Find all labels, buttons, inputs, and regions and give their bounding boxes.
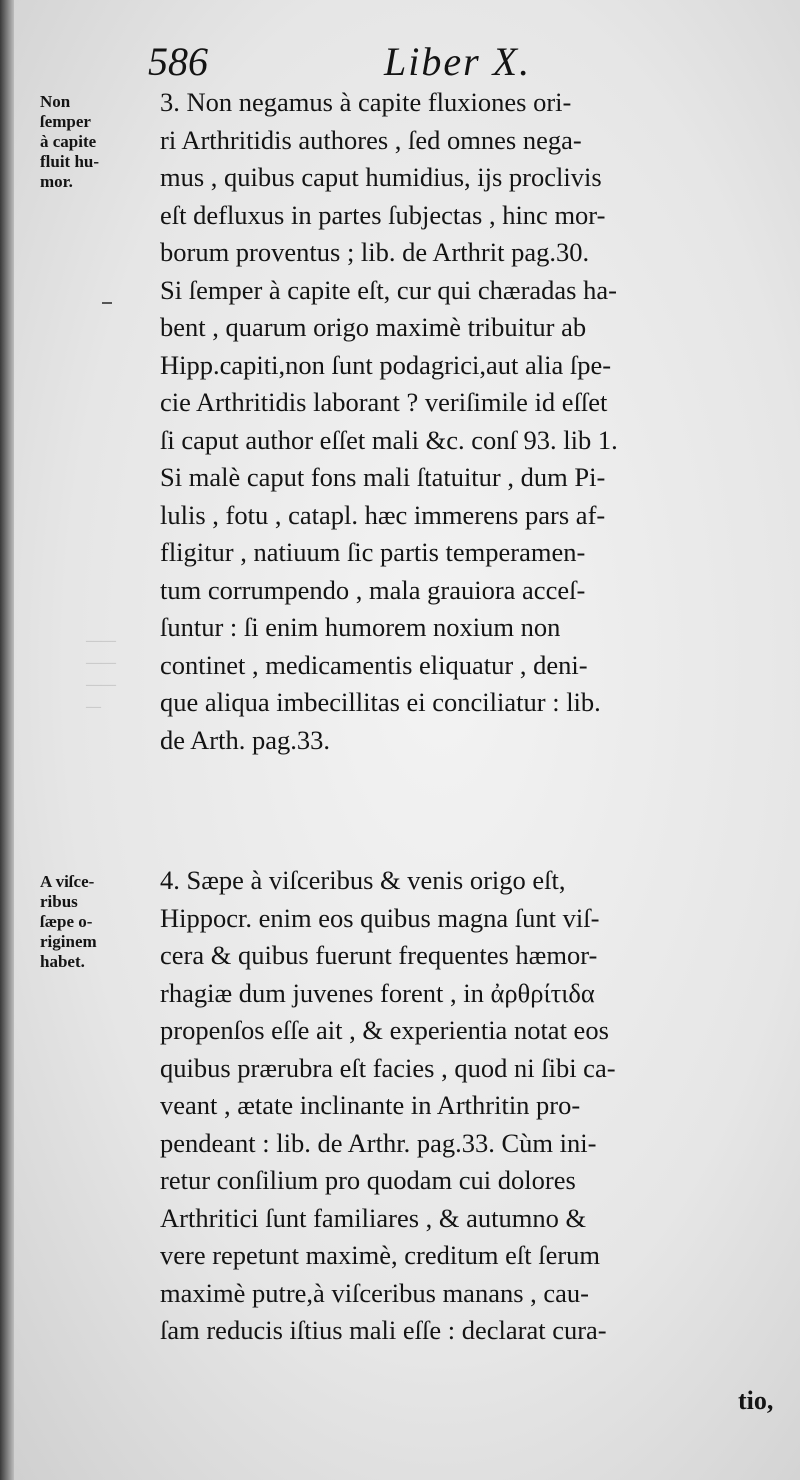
text-line: Hippocr. enim eos quibus magna ſunt viſ- [160, 902, 600, 933]
margin-note-a-visceribus [40, 872, 160, 972]
text-line: vere repetunt maximè, creditum eſt ſerum [160, 1240, 601, 1270]
text-line: lulis , fotu , catapl. hæc immerens pars af- [160, 499, 606, 530]
text-line: maximè putre,à viſceribus manans , cau- [160, 1277, 589, 1308]
text-line: fligitur , natiuum ſic partis temperamen- [160, 537, 586, 567]
text-line: mus , quibus caput humidius, ijs proclivis [160, 162, 602, 192]
margin-note-line: Non [40, 92, 71, 111]
paragraph-3 [160, 84, 768, 759]
text-line: bent , quarum origo maximè tribuitur ab [160, 312, 587, 342]
text-line: borum proventus ; lib. de Arthrit pag.30. [160, 237, 590, 267]
margin-dash [102, 302, 112, 304]
text-line: retur conſilium pro quodam cui dolores [160, 1165, 576, 1195]
gutter-shadow [0, 0, 14, 1480]
margin-note-line: A viſce- [40, 872, 95, 891]
text-line: ſi caput author eſſet mali &c. conſ 93. lib 1. [160, 424, 618, 455]
page-number: 586 [148, 39, 208, 84]
text-line: propenſos eſſe ait , & experientia notat eos [160, 1015, 609, 1045]
text-line: Hipp.capiti,non ſunt podagrici,aut alia ſpe- [160, 349, 612, 380]
margin-note-line: habet. [40, 952, 85, 971]
margin-note-line: ribus [40, 892, 78, 911]
text-line: veant , ætate inclinante in Arthritin pro- [160, 1090, 581, 1120]
margin-note-line: ſæpe o- [40, 912, 93, 931]
text-line: tum corrumpendo , mala grauiora acceſ- [160, 574, 586, 605]
margin-note-line: mor. [40, 172, 73, 191]
text-line: 3. Non negamus à capite fluxiones ori- [160, 87, 572, 117]
text-line: Si ſemper à capite eſt, cur qui chæradas ha- [160, 274, 617, 305]
text-line: de Arth. pag.33. [160, 724, 331, 755]
page-header [0, 38, 800, 88]
text-line: ſuntur : ſi enim humorem noxium non [160, 612, 561, 642]
running-head: Liber X. [384, 39, 532, 84]
margin-note-line: à capite [40, 132, 97, 151]
text-line: ſam reducis iſtius mali eſſe : declarat cura- [160, 1315, 607, 1345]
margin-note-non-semper [40, 92, 160, 192]
text-line: Arthritici ſunt familiares , & autumno & [160, 1202, 587, 1233]
text-line: pendeant : lib. de Arthr. pag.33. Cùm ini- [160, 1127, 597, 1158]
text-line: continet , medicamentis eliquatur , deni- [160, 649, 588, 680]
bleed-through-marks: —— —— —— — [86, 633, 116, 715]
text-line: eſt defluxus in partes ſubjectas , hinc mor- [160, 199, 606, 230]
text-line: 4. Sæpe à viſceribus & venis origo eſt, [160, 865, 566, 895]
text-line: quibus prærubra eſt facies , quod ni ſibi ca- [160, 1052, 616, 1083]
text-line: Si malè caput fons mali ſtatuitur , dum Pi- [160, 462, 606, 492]
margin-note-line: fluit hu- [40, 152, 100, 171]
catchword: tio, [738, 1386, 774, 1415]
text-line: cera & quibus fuerunt frequentes hæmor- [160, 940, 598, 970]
margin-note-line: ſemper [40, 112, 91, 131]
text-line: que aliqua imbecillitas ei conciliatur : lib. [160, 687, 601, 717]
text-line: cie Arthritidis laborant ? veriſimile id eſſet [160, 387, 608, 417]
paragraph-4 [160, 862, 768, 1350]
text-line: ri Arthritidis authores , ſed omnes nega- [160, 124, 582, 155]
margin-note-line: riginem [40, 932, 97, 951]
text-line: rhagiæ dum juvenes forent , in ἀρθρίτιδα [160, 977, 595, 1008]
